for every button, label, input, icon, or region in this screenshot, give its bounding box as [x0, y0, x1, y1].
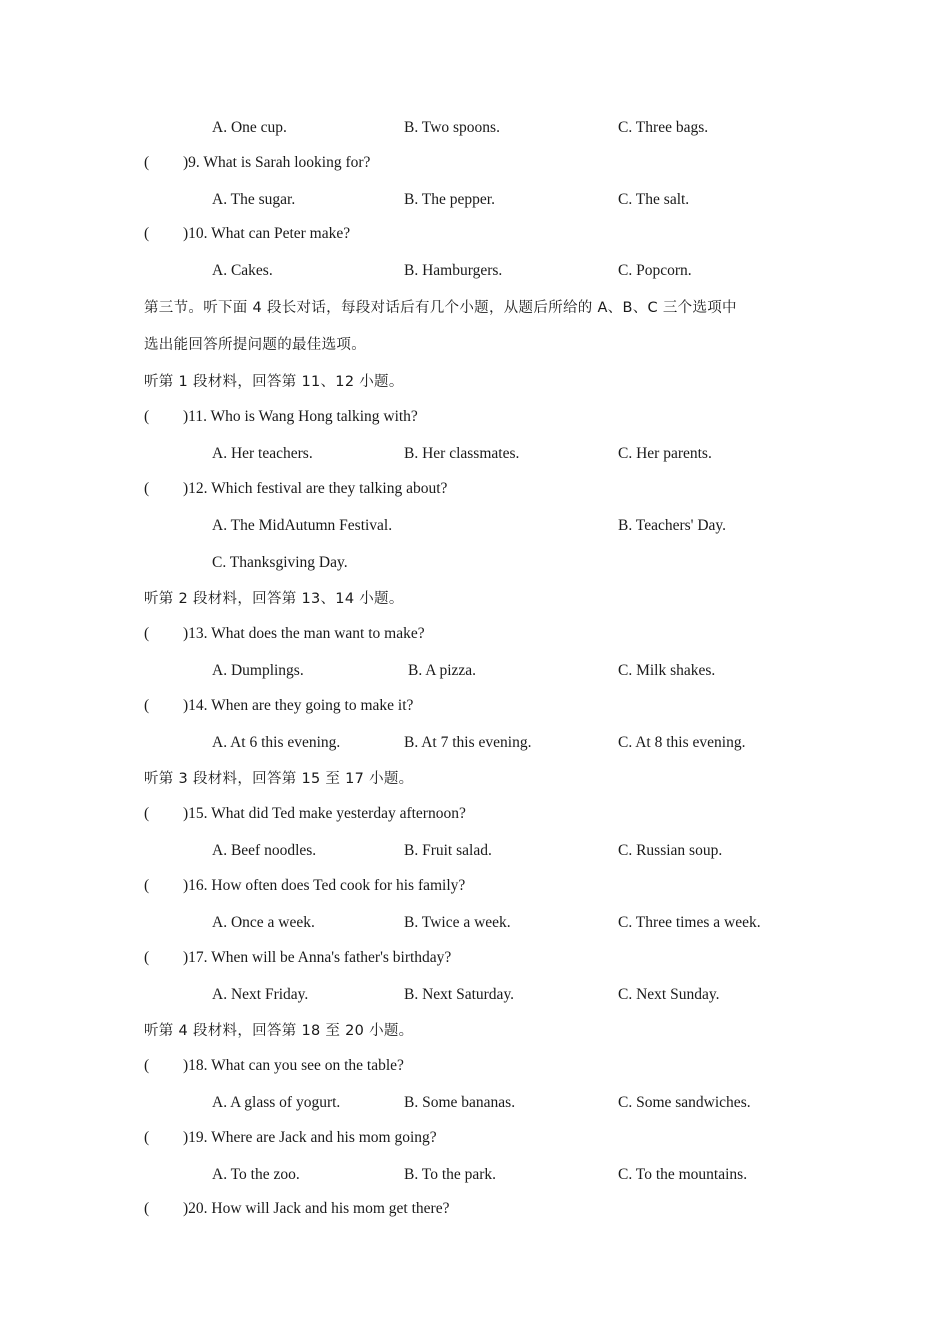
option-c: C. To the mountains. — [618, 1166, 748, 1183]
option-b: B. Twice a week. — [404, 914, 511, 931]
option-a: A. The MidAutumn Festival. — [212, 517, 393, 534]
question-17: )17. When will be Anna's father's birthday? — [183, 949, 452, 966]
option-a: A. To the zoo. — [212, 1166, 300, 1183]
answer-bracket: ( — [144, 877, 150, 894]
question-16: )16. How often does Ted cook for his family? — [183, 877, 466, 894]
part-heading: 听第 3 段材料，回答第 15 至 17 小题。 — [144, 771, 414, 787]
option-c: C. Popcorn. — [618, 262, 692, 279]
option-b: B. A pizza. — [408, 662, 477, 679]
option-a: A. Her teachers. — [212, 445, 313, 462]
question-10: )10. What can Peter make? — [183, 225, 351, 242]
option-a: A. Once a week. — [212, 914, 315, 931]
question-20: )20. How will Jack and his mom get there? — [183, 1200, 450, 1217]
answer-bracket: ( — [144, 1129, 150, 1146]
option-a: A. Beef noodles. — [212, 842, 317, 859]
option-a: A. The sugar. — [212, 191, 296, 208]
option-b: B. Some bananas. — [404, 1094, 516, 1111]
question-18: )18. What can you see on the table? — [183, 1057, 404, 1074]
option-a: A. Dumplings. — [212, 662, 304, 679]
option-b: B. Hamburgers. — [404, 262, 503, 279]
option-c: C. Milk shakes. — [618, 662, 716, 679]
option-b: B. Two spoons. — [404, 119, 500, 136]
answer-bracket: ( — [144, 697, 150, 714]
section-instruction: 第三节。听下面 4 段长对话，每段对话后有几个小题，从题后所给的 A、B、C 三个选项中 — [144, 300, 737, 316]
option-b: B. At 7 this evening. — [404, 734, 532, 751]
option-a: A. At 6 this evening. — [212, 734, 341, 751]
question-11: )11. Who is Wang Hong talking with? — [183, 408, 418, 425]
option-c: C. Russian soup. — [618, 842, 723, 859]
option-b: B. Teachers' Day. — [618, 517, 727, 534]
option-b: B. Her classmates. — [404, 445, 520, 462]
question-19: )19. Where are Jack and his mom going? — [183, 1129, 437, 1146]
option-c: C. Next Sunday. — [618, 986, 720, 1003]
option-b: B. To the park. — [404, 1166, 497, 1183]
option-c: C. Three bags. — [618, 119, 709, 136]
option-a: A. A glass of yogurt. — [212, 1094, 341, 1111]
option-b: B. Fruit salad. — [404, 842, 492, 859]
answer-bracket: ( — [144, 805, 150, 822]
option-b: B. Next Saturday. — [404, 986, 515, 1003]
option-b: B. The pepper. — [404, 191, 495, 208]
part-heading: 听第 4 段材料，回答第 18 至 20 小题。 — [144, 1023, 414, 1039]
option-c: C. The salt. — [618, 191, 690, 208]
section-instruction: 选出能回答所提问题的最佳选项。 — [144, 337, 366, 353]
answer-bracket: ( — [144, 408, 150, 425]
answer-bracket: ( — [144, 1057, 150, 1074]
question-12: )12. Which festival are they talking about? — [183, 480, 448, 497]
option-c: C. At 8 this evening. — [618, 734, 746, 751]
answer-bracket: ( — [144, 480, 150, 497]
question-15: )15. What did Ted make yesterday afternoon? — [183, 805, 466, 822]
question-9: )9. What is Sarah looking for? — [183, 154, 371, 171]
option-c: C. Her parents. — [618, 445, 712, 462]
option-c: C. Thanksgiving Day. — [212, 554, 348, 571]
answer-bracket: ( — [144, 625, 150, 642]
question-13: )13. What does the man want to make? — [183, 625, 425, 642]
option-a: A. Cakes. — [212, 262, 273, 279]
question-14: )14. When are they going to make it? — [183, 697, 414, 714]
option-a: A. One cup. — [212, 119, 287, 136]
part-heading: 听第 1 段材料，回答第 11、12 小题。 — [144, 374, 404, 390]
answer-bracket: ( — [144, 225, 150, 242]
option-a: A. Next Friday. — [212, 986, 309, 1003]
answer-bracket: ( — [144, 1200, 150, 1217]
answer-bracket: ( — [144, 949, 150, 966]
answer-bracket: ( — [144, 154, 150, 171]
part-heading: 听第 2 段材料，回答第 13、14 小题。 — [144, 591, 404, 607]
option-c: C. Three times a week. — [618, 914, 761, 931]
option-c: C. Some sandwiches. — [618, 1094, 751, 1111]
